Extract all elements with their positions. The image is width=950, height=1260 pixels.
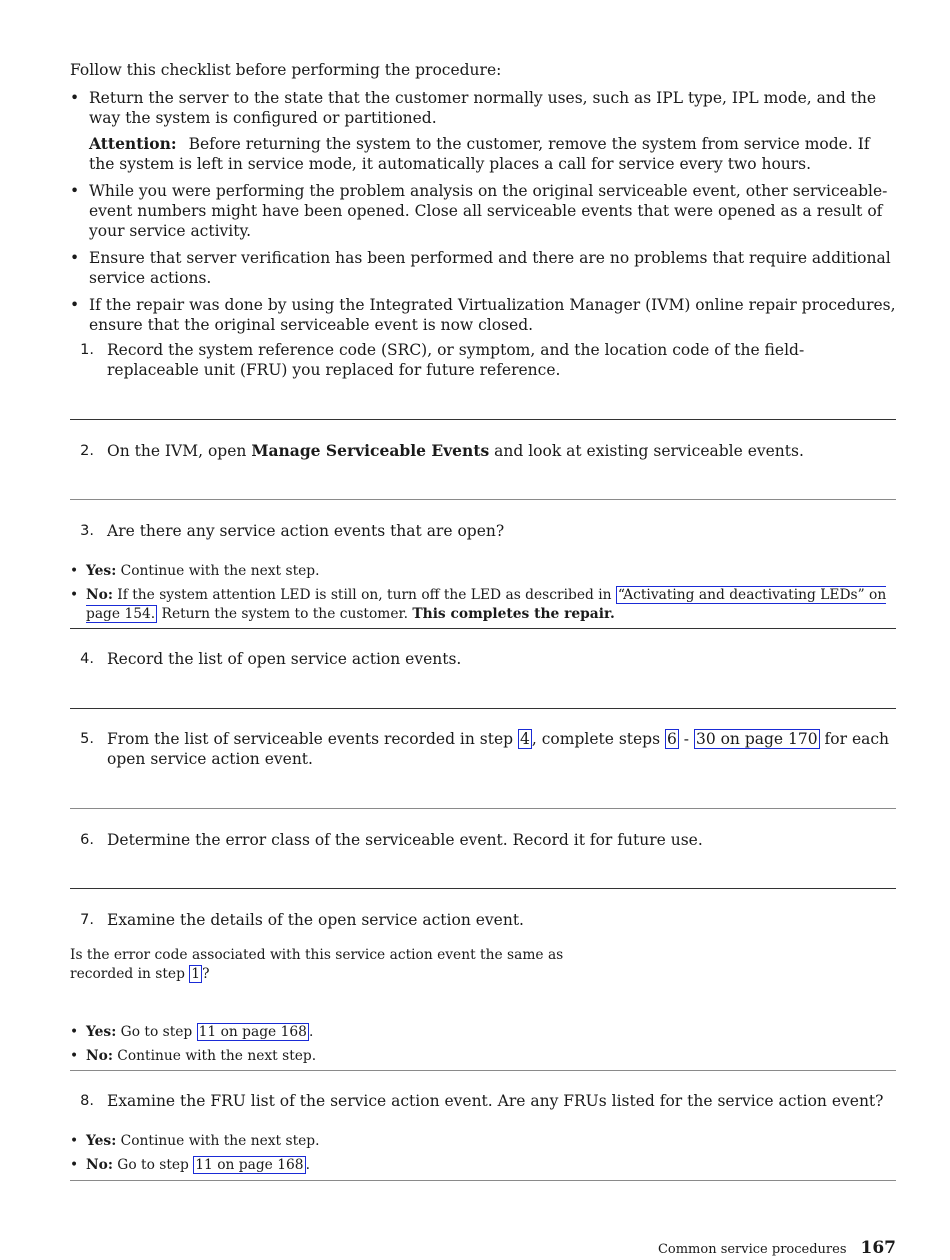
step-4-text: Record the list of open service action events.	[107, 650, 462, 668]
step-3: 3. Are there any service action events that are open?	[70, 521, 896, 541]
step-5-text: From the list of serviceable events recorded in step 4 , complete steps 6 - 30 on page 170 for each open service action event.	[107, 730, 890, 768]
step-4: 4. Record the list of open service action events.	[70, 649, 896, 669]
page-number: 167	[860, 1238, 896, 1258]
step-divider	[70, 628, 896, 629]
checklist-section	[70, 60, 896, 342]
step-divider	[70, 708, 896, 709]
step-8-answers	[70, 1132, 896, 1180]
step-5: 5. From the list of serviceable events recorded in step 4 , complete steps 6 - 30 on page 170 for each open service action event.	[70, 729, 896, 769]
step-3-text: Are there any service action events that are open?	[107, 522, 505, 540]
answer-no: • No: If the system attention LED is still on, turn off the LED as described in “Activating and deactivating LEDs” on page 154. Return the system to the customer. This completes the repair.	[70, 586, 896, 624]
step-1: 1. Record the system reference code (SRC), or symptom, and the location code of the field-replaceable unit (FRU) you replaced for future reference.	[70, 340, 896, 380]
step-6: 6. Determine the error class of the serviceable event. Record it for future use.	[70, 830, 896, 850]
step-7: 7. Examine the details of the open service action event.	[70, 910, 896, 930]
answer-yes: • Yes: Go to step 11 on page 168 .	[70, 1023, 896, 1042]
step-7-answers	[70, 1023, 896, 1071]
step-1-link[interactable]: 1	[191, 966, 201, 982]
step-8: 8. Examine the FRU list of the service action event. Are any FRUs listed for the service action event?	[70, 1091, 896, 1111]
step-11-link[interactable]: 11 on page 168	[198, 1024, 307, 1040]
checklist-item-ivm: • If the repair was done by using the Integrated Virtualization Manager (IVM) online repair procedures, ensure that the original serviceable event is now closed.	[70, 295, 896, 335]
attention-note: Attention: Before returning the system to the customer, remove the system from service mode. If the system is left in service mode, it automatically places a call for service every two hours.	[89, 134, 870, 173]
checklist-item-verification: • Ensure that server verification has been performed and there are no problems that require additional service actions.	[70, 248, 896, 288]
step-3-answers	[70, 562, 896, 629]
page-footer	[658, 1238, 896, 1258]
step-30-link[interactable]: 30 on page 170	[695, 730, 818, 748]
document-page	[70, 0, 896, 1260]
step-divider	[70, 808, 896, 809]
checklist-list	[70, 88, 896, 335]
step-divider	[70, 1070, 896, 1071]
answer-yes: • Yes: Continue with the next step.	[70, 1132, 896, 1151]
step-divider	[70, 1180, 896, 1181]
step-2-text: On the IVM, open Manage Serviceable Events and look at existing serviceable events.	[107, 441, 804, 460]
step-1-text: Record the system reference code (SRC), or symptom, and the location code of the field-replaceable unit (FRU) you replaced for future reference.	[107, 341, 805, 379]
step-8-text: Examine the FRU list of the service action event. Are any FRUs listed for the service action event?	[107, 1092, 884, 1110]
checklist-item-close-events: • While you were performing the problem analysis on the original serviceable event, other serviceable-event numbers might have been opened. Close all serviceable events that were opened as a result of your service activity.	[70, 181, 896, 241]
step-divider	[70, 888, 896, 889]
step-7-text: Examine the details of the open service action event.	[107, 911, 524, 929]
step-7-question: Is the error code associated with this service action event the same as recorded in step 1 ?	[70, 947, 564, 982]
answer-no: • No: Go to step 11 on page 168 .	[70, 1156, 896, 1175]
checklist-item-return-server: • Return the server to the state that the customer normally uses, such as IPL type, IPL mode, and the way the system is configured or partitioned. Attention: Before returning the system to the customer, remove the system from service mode. If the system is left in service mode, it automatically places a call for service every two hours.	[70, 88, 896, 174]
step-6-link[interactable]: 6	[666, 730, 677, 748]
step-2: 2. On the IVM, open Manage Serviceable Events and look at existing serviceable events.	[70, 441, 896, 461]
step-6-text: Determine the error class of the serviceable event. Record it for future use.	[107, 831, 703, 849]
step-divider	[70, 499, 896, 500]
step-divider	[70, 419, 896, 420]
step-4-link[interactable]: 4	[520, 730, 530, 748]
step-11-link[interactable]: 11 on page 168	[195, 1157, 304, 1173]
answer-no: • No: Continue with the next step.	[70, 1047, 896, 1066]
checklist-lead: Follow this checklist before performing the procedure:	[70, 61, 502, 79]
answer-yes: • Yes: Continue with the next step.	[70, 562, 896, 581]
footer-section-title: Common service procedures	[657, 1242, 847, 1257]
leds-link[interactable]: “Activating and deactivating LEDs” on page 154.	[86, 587, 887, 622]
